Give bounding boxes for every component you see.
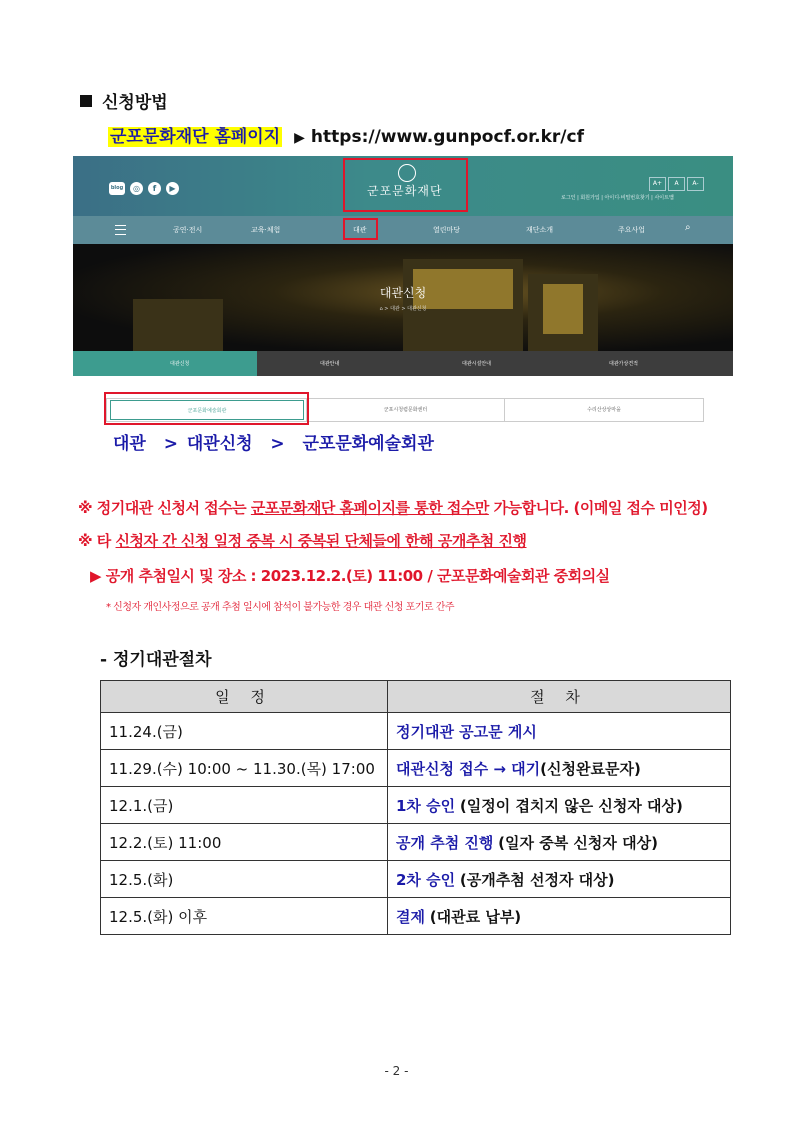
font-size-buttons (647, 170, 704, 191)
table-row (101, 861, 731, 898)
notice-absence: * 신청자 개인사정으로 공개 추첨 일시에 참석이 불가능한 경우 대관 신청 포기로 간주 (106, 602, 455, 613)
nav-highlight-box (343, 218, 378, 240)
nav-item-open[interactable]: 열린마당 (433, 226, 461, 234)
logo-mark-icon (398, 164, 416, 182)
tab-estimate[interactable]: 대관가상견적 (609, 361, 638, 367)
subtab-surisan-village[interactable]: 수리산상상마을 (587, 407, 621, 413)
notice-homepage-only: ※ 정기대관 신청서 접수는 군포문화재단 홈페이지를 통한 접수만 가능합니다. (이메일 접수 미인정) (78, 499, 708, 517)
procedure-table (100, 680, 731, 935)
hero-title: 대관신청 (379, 286, 427, 300)
row-date: 11.24.(금) (101, 713, 388, 750)
youtube-icon[interactable]: ▶ (166, 182, 179, 195)
blog-icon[interactable]: blog (109, 182, 125, 195)
triangle-right-icon: ▶ (294, 130, 305, 146)
row-date: 12.1.(금) (101, 787, 388, 824)
header-procedure: 절 차 (388, 681, 731, 713)
logo-highlight-box (343, 158, 468, 212)
instagram-icon[interactable]: ◎ (130, 182, 143, 195)
table-row (101, 787, 731, 824)
row-date: 12.2.(토) 11:00 (101, 824, 388, 861)
square-bullet-icon (80, 95, 92, 107)
header-schedule: 일 정 (101, 681, 388, 713)
nav-item-performance[interactable]: 공연·전시 (173, 226, 203, 234)
page-number: - 2 - (384, 1064, 409, 1078)
menu-icon[interactable] (115, 225, 126, 235)
homepage-url[interactable]: https://www.gunpocf.or.kr/cf (310, 127, 584, 147)
utility-links[interactable]: 로그인 | 회원가입 | 아이디·비밀번호찾기 | 사이트맵 (561, 195, 674, 201)
nav-item-education[interactable]: 교육·체험 (251, 226, 281, 234)
navigation-path: 대관 > 대관신청 > 군포문화예술회관 (113, 434, 434, 454)
hero-breadcrumb: ⌂ > 대관 > 대관신청 (379, 306, 427, 312)
nav-item-projects[interactable]: 주요사업 (618, 226, 646, 234)
table-row (101, 750, 731, 787)
font-reset-button[interactable]: A (668, 177, 685, 191)
website-screenshot (73, 156, 733, 376)
row-date: 12.5.(화) 이후 (101, 898, 388, 935)
subtab-highlight-box (104, 392, 309, 425)
tab-rental-info[interactable]: 대관안내 (320, 361, 340, 367)
hero-banner (73, 244, 733, 351)
main-nav (73, 216, 733, 244)
font-decrease-button[interactable]: A- (687, 177, 704, 191)
homepage-line (108, 122, 584, 147)
row-step: 결제 (대관료 납부) (388, 898, 731, 935)
nav-item-rental[interactable]: 대관 (353, 226, 367, 234)
row-step: 대관신청 접수 → 대기(신청완료문자) (388, 750, 731, 787)
notice-lottery: ※ 타 신청자 간 신청 일정 중복 시 중복된 단체들에 한해 공개추첨 진행 (78, 532, 527, 550)
table-row (101, 713, 731, 750)
rental-tabs (73, 351, 733, 376)
tab-facility-info[interactable]: 대관시설안내 (462, 361, 491, 367)
homepage-label: 군포문화재단 홈페이지 (110, 127, 281, 147)
tab-rental-apply[interactable]: 대관신청 (170, 361, 190, 367)
site-header (73, 156, 733, 216)
subtab-integrity-center[interactable]: 군포시청렴문화센터 (383, 407, 428, 413)
row-step: 2차 승인 (공개추첨 선정자 대상) (388, 861, 731, 898)
row-date: 11.29.(수) 10:00 ~ 11.30.(목) 17:00 (101, 750, 388, 787)
table-row (101, 898, 731, 935)
row-date: 12.5.(화) (101, 861, 388, 898)
row-step: 공개 추첨 진행 (일자 중복 신청자 대상) (388, 824, 731, 861)
procedure-title: - 정기대관절차 (100, 650, 212, 670)
subtab-gunpo-arts-hall[interactable]: 군포문화예술회관 (110, 400, 304, 420)
nav-item-about[interactable]: 재단소개 (526, 226, 554, 234)
row-step: 1차 승인 (일정이 겹치지 않은 신청자 대상) (388, 787, 731, 824)
section-title: 신청방법 (80, 88, 168, 113)
facebook-icon[interactable]: f (148, 182, 161, 195)
site-logo[interactable]: 군포문화재단 (367, 184, 443, 198)
font-increase-button[interactable]: A+ (649, 177, 666, 191)
search-icon[interactable]: ⌕ (685, 222, 691, 233)
active-tab-bg (73, 351, 257, 376)
notice-lottery-time-place: ▶ 공개 추첨일시 및 장소 : 2023.12.2.(토) 11:00 / 군포문화예술회관 중회의실 (90, 567, 610, 585)
row-step: 정기대관 공고문 게시 (388, 713, 731, 750)
table-row (101, 824, 731, 861)
table-header-row (101, 681, 731, 713)
